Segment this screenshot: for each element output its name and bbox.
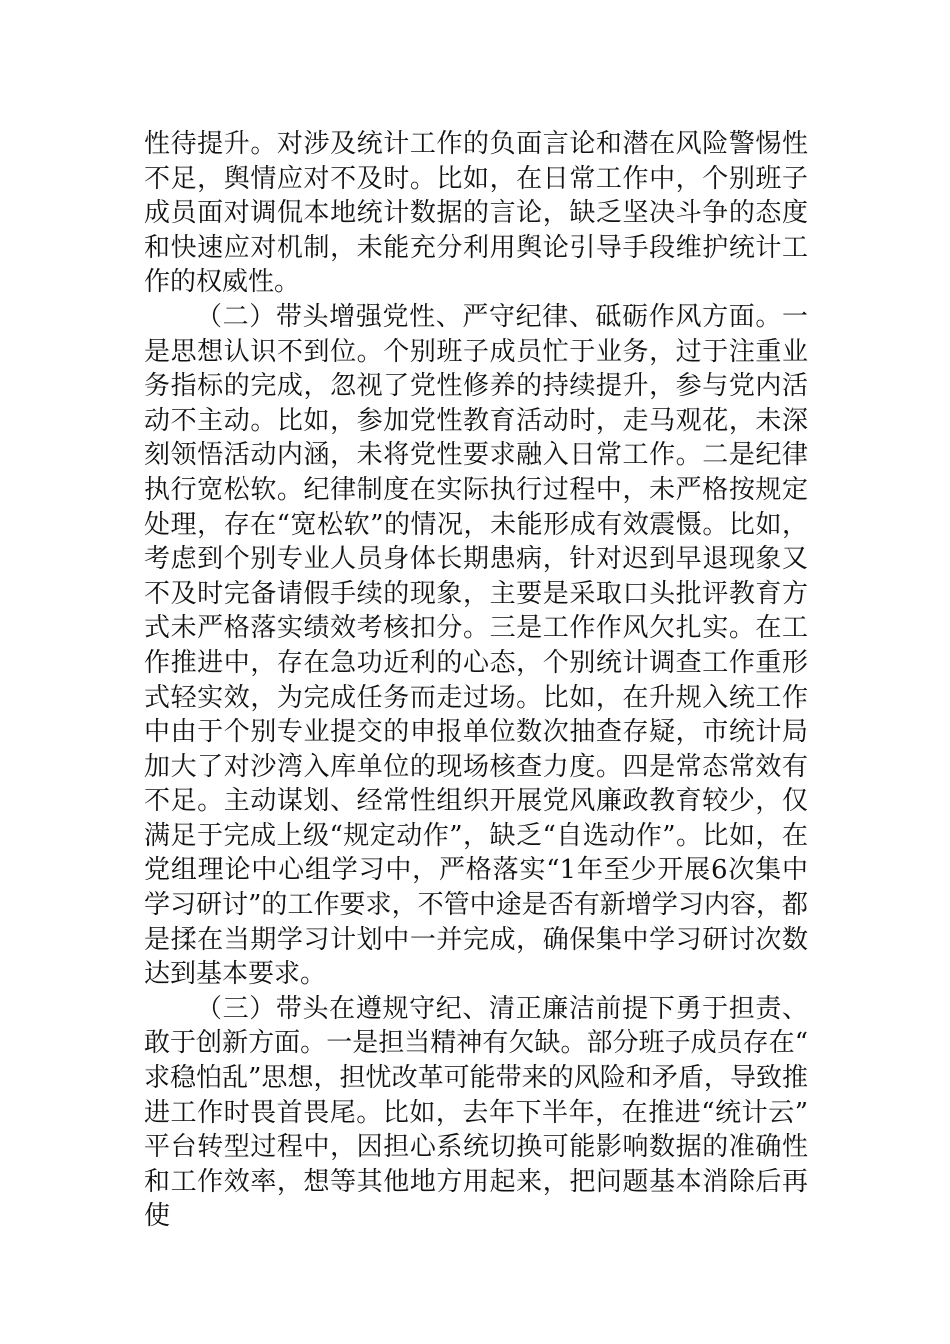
document-body	[144, 127, 808, 1234]
paragraph-continuation: 性待提升。对涉及统计工作的负面言论和潜在风险警惕性不足，舆情应对不及时。比如，在日常工作中，个别班子成员面对调侃本地统计数据的言论，缺乏坚决斗争的态度和快速应对机制，未能充分利用舆论引导手段维护统计工作的权威性。	[144, 129, 808, 298]
paragraph-section-two: （二）带头增强党性、严守纪律、砥砺作风方面。一是思想认识不到位。个别班子成员忙于业务，过于注重业务指标的完成，忽视了党性修养的持续提升，参与党内活动不主动。比如，参加党性教育活动时，走马观花，未深刻领悟活动内涵，未将党性要求融入日常工作。二是纪律执行宽松软。纪律制度在实际执行过程中，未严格按规定处理，存在“宽松软”的情况，未能形成有效震慑。比如，考虑到个别专业人员身体长期患病，针对迟到早退现象又不及时完备请假手续的现象，主要是采取口头批评教育方式未严格落实绩效考核扣分。三是工作作风欠扎实。在工作推进中，存在急功近利的心态，个别统计调查工作重形式轻实效，为完成任务而走过场。比如，在升规入统工作中由于个别专业提交的申报单位数次抽查存疑，市统计局加大了对沙湾入库单位的现场核查力度。四是常态常效有不足。主动谋划、经常性组织开展党风廉政教育较少，仅满足于完成上级“规定动作”，缺乏“自选动作”。比如，在党组理论中心组学习中，严格落实“1年至少开展6次集中学习研讨”的工作要求，不管中途是否有新增学习内容，都是揉在当期学习计划中一并完成，确保集中学习研讨次数达到基本要求。	[144, 301, 808, 990]
paragraph-section-three: （三）带头在遵规守纪、清正廉洁前提下勇于担责、敢于创新方面。一是担当精神有欠缺。部分班子成员存在“求稳怕乱”思想，担忧改革可能带来的风险和矛盾，导致推进工作时畏首畏尾。比如，去年下半年，在推进“统计云”平台转型过程中，因担心系统切换可能影响数据的准确性和工作效率，想等其他地方用起来，把问题基本消除后再使	[144, 993, 808, 1232]
